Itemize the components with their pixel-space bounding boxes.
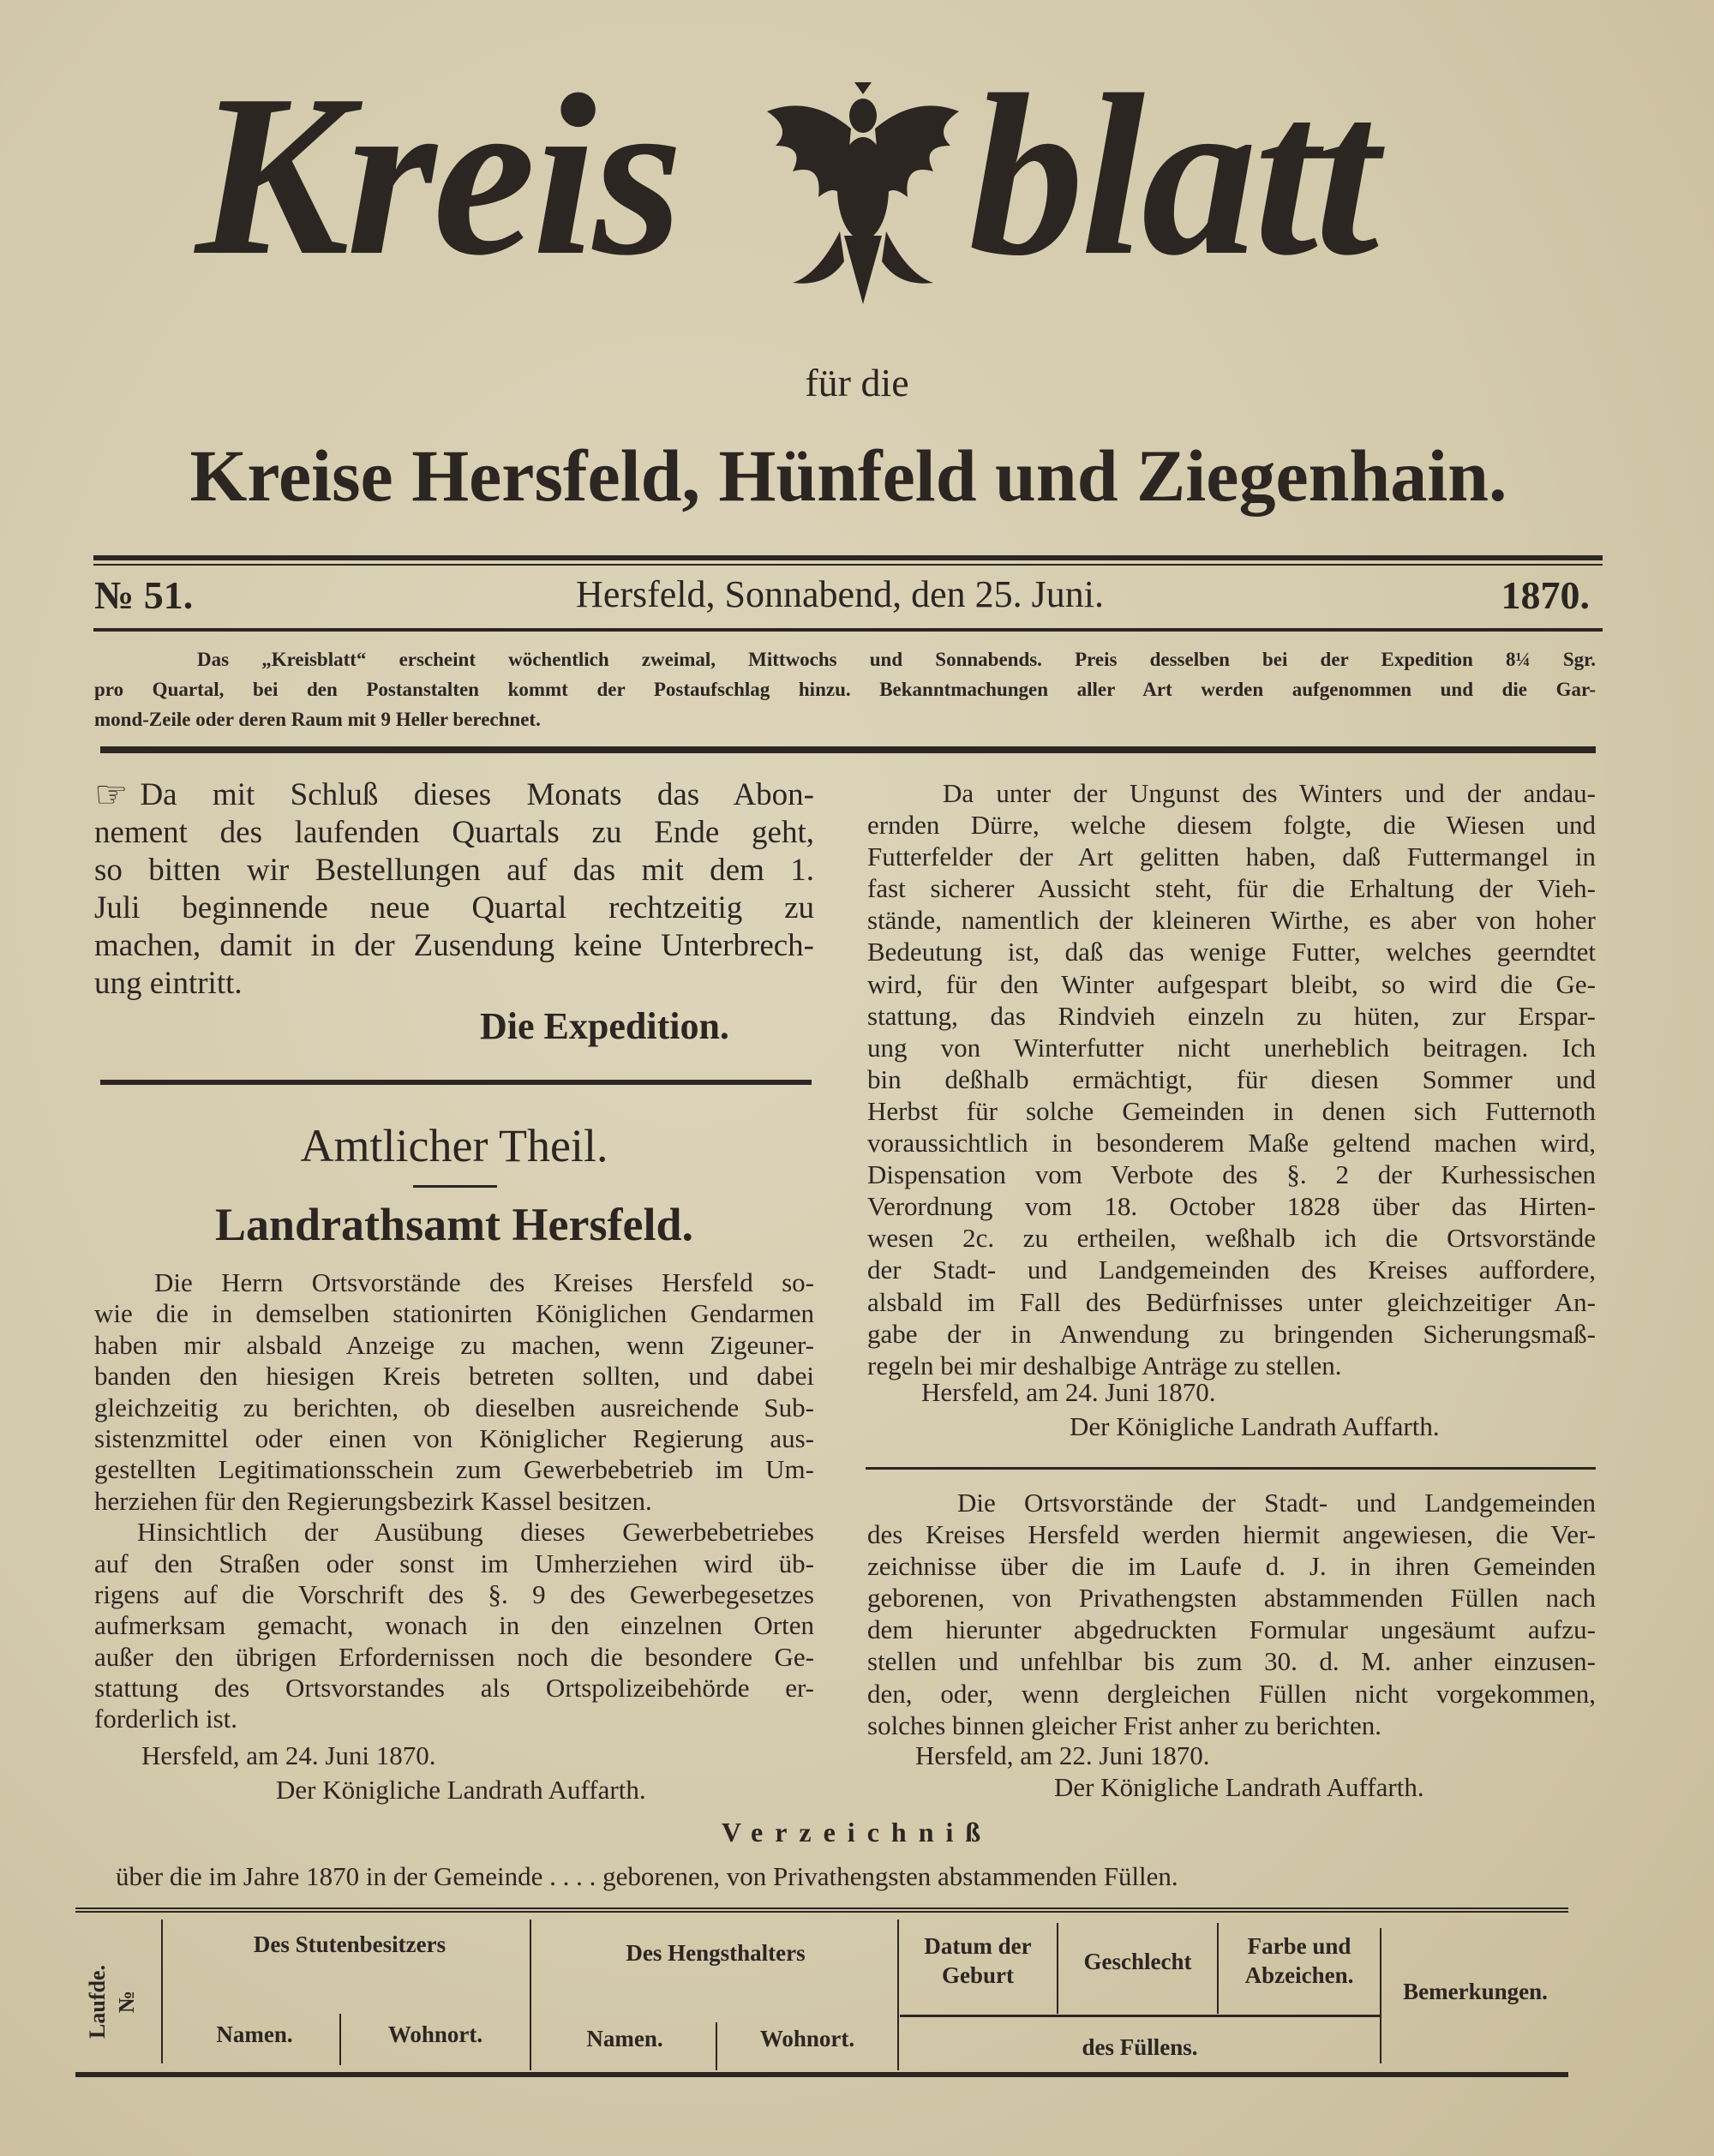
- text-line: den, oder, wenn dergleichen Füllen nicht vorgekommen,: [867, 1678, 1596, 1709]
- register-table: [75, 1907, 1568, 2077]
- col-stallion-keeper: Des Hengsthalters: [626, 1940, 806, 1966]
- text-line: wird, für den Winter aufgespart bleibt, so wird die Ge-: [867, 968, 1596, 999]
- notice-line: ☞ Da mit Schluß dieses Monats das Abon-: [94, 776, 814, 814]
- double-rule-bottom: [93, 564, 1603, 566]
- text-line: bin deßhalb ermächtigt, für diesen Sommer und: [867, 1063, 1596, 1094]
- rule: [866, 1467, 1596, 1470]
- publication-notice: [94, 644, 1596, 734]
- place-date: Hersfeld, am 24. Juni 1870.: [141, 1740, 436, 1770]
- notice-line: Juli beginnende neue Quartal rechtzeitig zu: [94, 890, 814, 925]
- text-line: Die Herrn Ortsvorstände des Kreises Hersfeld so-: [154, 1267, 814, 1297]
- text-line: des Kreises Hersfeld werden hiermit angewiesen, die Ver-: [867, 1519, 1596, 1550]
- text-line: Herbst für solche Gemeinden in denen sich Futternoth: [867, 1095, 1596, 1126]
- col-remarks: Bemerkungen.: [1403, 1979, 1548, 2004]
- foals-notice: [867, 1487, 1596, 1741]
- text-line: gleichzeitig zu berichten, ob dieselben ausreichende Sub-: [94, 1392, 814, 1422]
- col-mare-owner-name: Namen.: [216, 2021, 293, 2047]
- masthead-title-right: blatt: [968, 47, 1376, 303]
- issue-year: 1870.: [1501, 573, 1590, 617]
- notice-line: Das „Kreisblatt“ erscheint wöchentlich zweimal, Mittwochs und Sonnabends. Preis desselben bei der Expedition 8¼ Sgr.: [197, 649, 1596, 670]
- register-heading: Verzeichniß: [721, 1817, 993, 1848]
- divider: [900, 2015, 1380, 2017]
- text-line: rigens auf die Vorschrift des §. 9 des Gewerbegesetzes: [94, 1578, 814, 1609]
- signature: Der Königliche Landrath Auffarth.: [1070, 1411, 1440, 1441]
- notice-line: nement des laufenden Quartals zu Ende geht,: [94, 815, 814, 850]
- text-line: gestellten Legitimationsschein zum Gewerbebetrieb im Um-: [94, 1454, 814, 1485]
- divider: [1380, 1928, 1381, 2063]
- text-line: voraussichtlich in besonderem Maße geltend machen wird,: [867, 1128, 1596, 1159]
- col-stallion-keeper-residence: Wohnort.: [759, 2026, 855, 2051]
- text-line: Verordnung vom 18. October 1828 über das Hirten-: [867, 1191, 1596, 1222]
- text-line: regeln bei mir deshalbige Anträge zu stellen.: [867, 1350, 1342, 1380]
- text-line: geborenen, von Privathengsten abstammenden Füllen nach: [867, 1583, 1596, 1614]
- office-heading: Landrathsamt Hersfeld.: [215, 1199, 693, 1250]
- divider: [530, 1919, 531, 2070]
- text-line: sistenzmittel oder einen von Königlicher Regierung aus-: [94, 1422, 814, 1453]
- signature: Der Königliche Landrath Auffarth.: [1054, 1772, 1424, 1802]
- notice-line: machen, damit in der Zusendung keine Unterbrech-: [94, 928, 814, 963]
- thick-rule: [100, 746, 1596, 753]
- pointing-hand-icon: ☞: [94, 776, 129, 814]
- section-heading: Amtlicher Theil.: [300, 1120, 608, 1171]
- text-line: Die Ortsvorstände der Stadt- und Landgemeinden: [957, 1488, 1596, 1518]
- col-of-foal: des Füllens.: [1082, 2034, 1198, 2060]
- masthead-fuer-die: für die: [805, 361, 909, 404]
- text-line: wie die in demselben stationirten Königlichen Gendarmen: [94, 1298, 814, 1329]
- masthead-subtitle: Kreise Hersfeld, Hünfeld und Ziegenhain.: [189, 434, 1507, 517]
- text-line: außer den übrigen Erfordernissen noch die besondere Ge-: [94, 1641, 814, 1672]
- text-line: forderlich ist.: [94, 1704, 238, 1734]
- text-line: stattung des Ortsvorstandes als Ortspolizeibehörde er-: [94, 1673, 814, 1704]
- text-line: ernden Dürre, welche diesem folgte, die Wiesen und: [867, 810, 1596, 841]
- text-line: herziehen für den Regierungsbezirk Kassel besitzen.: [94, 1485, 652, 1516]
- issue-number: № 51.: [94, 573, 194, 617]
- divider: [161, 1919, 163, 2063]
- double-rule-top: [93, 555, 1603, 560]
- short-rule: [413, 1185, 497, 1188]
- place-date: Hersfeld, am 22. Juni 1870.: [915, 1740, 1210, 1770]
- text-line: Da unter der Ungunst des Winters und der andau-: [943, 778, 1596, 808]
- text-line: dem hierunter abgedruckten Formular ungesäumt aufzu-: [867, 1614, 1596, 1645]
- text-line: ung von Winterfutter nicht unerheblich beitragen. Ich: [867, 1032, 1596, 1063]
- col-birth-date: Datum der Geburt: [924, 1933, 1032, 1988]
- gypsy-notice: [94, 1267, 814, 1735]
- text-line: Hinsichtlich der Ausübung dieses Gewerbebetriebes: [137, 1517, 814, 1548]
- rule: [93, 628, 1603, 632]
- col-colour: Farbe und Abzeichen.: [1244, 1933, 1354, 1988]
- text-line: aufmerksam gemacht, wonach in den einzelnen Orten: [94, 1610, 814, 1641]
- text-line: haben mir alsbald Anzeige zu machen, wenn Zigeuner-: [94, 1329, 814, 1360]
- col-mare-owner-residence: Wohnort.: [387, 2021, 483, 2047]
- notice-line: ung eintritt.: [94, 966, 243, 1001]
- dateline: Hersfeld, Sonnabend, den 25. Juni.: [576, 573, 1104, 615]
- text-line: auf den Straßen oder sonst im Umherziehen wird üb-: [94, 1548, 814, 1578]
- col-serial-number: Laufde. №: [85, 1965, 139, 2039]
- divider: [897, 1919, 899, 2070]
- text-line: solches binnen gleicher Frist anher zu berichten.: [867, 1710, 1381, 1740]
- text-line: Dispensation vom Verbote des §. 2 der Kurhessischen: [867, 1159, 1596, 1190]
- subscription-notice: [94, 776, 814, 1003]
- text-line: Futterfelder der Art gelitten haben, daß Futtermangel in: [867, 841, 1596, 872]
- fodder-notice: [867, 777, 1596, 1381]
- notice-line: mond-Zeile oder deren Raum mit 9 Heller berechnet.: [94, 709, 541, 730]
- text-line: der Stadt- und Landgemeinden des Kreises auffordere,: [867, 1255, 1596, 1285]
- text-line: zeichnisse über die im Laufe d. J. in ihren Gemeinden: [867, 1551, 1596, 1582]
- text-line: fast sicherer Aussicht steht, für die Erhaltung der Vieh-: [867, 873, 1596, 904]
- signature: Der Königliche Landrath Auffarth.: [276, 1775, 646, 1805]
- notice-line: pro Quartal, bei den Postanstalten kommt der Postaufschlag hinzu. Bekanntmachungen aller Art werden aufgenommen und die Gar-: [94, 679, 1596, 700]
- expedition-signature: Die Expedition.: [480, 1005, 729, 1047]
- rule: [100, 1080, 812, 1085]
- col-stallion-keeper-name: Namen.: [586, 2026, 663, 2051]
- text-line: Bedeutung ist, daß das wenige Futter, welches geerndtet: [867, 937, 1596, 967]
- masthead-title-left: Kreis: [195, 47, 680, 303]
- col-sex: Geschlecht: [1083, 1949, 1192, 1974]
- text-line: banden den hiesigen Kreis betreten sollten, und dabei: [94, 1361, 814, 1392]
- register-subheading: über die im Jahre 1870 in der Gemeinde . . . . geborenen, von Privathengsten abstammenden Füllen.: [116, 1861, 1178, 1891]
- text-line: stände, namentlich der kleineren Wirthe, es aber von hoher: [867, 905, 1596, 936]
- text-line: stellen und unfehlbar bis zum 30. d. M. anher einzusen-: [867, 1646, 1596, 1677]
- place-date: Hersfeld, am 24. Juni 1870.: [921, 1377, 1216, 1407]
- notice-line: so bitten wir Bestellungen auf das mit dem 1.: [94, 853, 814, 888]
- text-line: wesen 2c. zu ertheilen, weßhalb ich die Ortsvorstände: [867, 1223, 1596, 1254]
- text-line: alsbald im Fall des Bedürfnisses unter gleichzeitiger An-: [867, 1286, 1596, 1317]
- text-line: stattung, das Rindvieh einzeln zu hüten, zur Erspar-: [867, 1000, 1596, 1031]
- eagle-icon: [758, 77, 968, 308]
- col-mare-owner: Des Stutenbesitzers: [253, 1931, 446, 1957]
- text-line: gabe der in Anwendung zu bringenden Sicherungsmaß-: [867, 1318, 1596, 1349]
